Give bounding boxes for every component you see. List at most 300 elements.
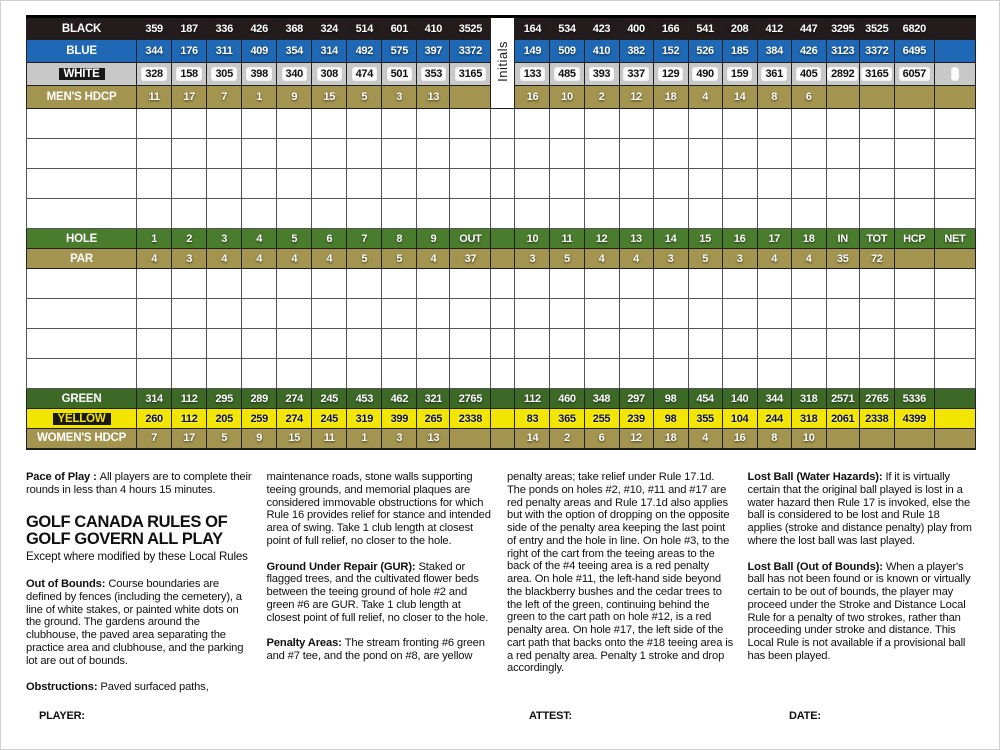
score-entry-cell [550,299,584,329]
score-entry-cell [757,329,791,359]
score-entry-cell [619,269,653,299]
cell-black-h7 [347,17,382,40]
cell-yellow-h13-value: 239 [627,412,645,425]
score-entry-cell [137,199,172,229]
cell-womens-h14-value: 18 [664,432,677,445]
score-entry-tot-cell [859,199,894,229]
score-entry-net-cell [934,109,975,139]
cell-par-h15 [688,249,722,269]
score-entry-name-cell [27,329,137,359]
lost-ball-water-lead: Lost Ball (Water Hazards): [747,471,883,483]
score-entry-net-cell [934,329,975,359]
cell-mens-h7-value: 5 [361,91,368,103]
cell-white-h11 [550,63,584,86]
cell-hole-h14-value: 14 [664,232,677,245]
cell-yellow-h2 [172,409,207,429]
cell-black-h13 [619,17,653,40]
cell-white-h6-value: 308 [318,68,341,80]
cell-par-h16-value: 3 [736,252,743,265]
cell-hole-h7-value: 7 [361,232,368,245]
cell-black-h8-value: 601 [390,22,409,35]
score-entry-cell [515,359,550,389]
cell-blue-h3-value: 311 [215,45,233,57]
cell-yellow-h16 [722,409,757,429]
score-entry-cell [653,329,688,359]
score-entry-out-cell [450,139,491,169]
score-entry-cell [653,359,688,389]
score-entry-net-cell [934,199,975,229]
cell-womens-out [450,429,491,449]
cell-womens-h15 [688,429,722,449]
score-entry-tot-cell [859,359,894,389]
cell-yellow-h15-value: 355 [696,412,714,425]
cell-womens-h10-value: 14 [526,432,539,445]
cell-mens-h16-value: 14 [733,91,746,103]
score-entry-cell [688,299,722,329]
score-entry-out-cell [450,299,491,329]
cell-black-h9-value: 410 [424,22,443,35]
cell-mens-h1-value: 11 [148,91,160,103]
cell-hole-h4-value: 4 [256,232,263,245]
score-entry-hcp-cell [894,269,934,299]
cell-yellow-h12 [584,409,619,429]
cell-par-hcp [894,249,934,269]
cell-green-h16-value: 140 [730,392,749,405]
cell-mens-h4 [242,86,277,109]
cell-black-h2-value: 187 [180,22,198,35]
cell-par-h13-value: 4 [633,252,639,265]
cell-womens-h10 [515,429,550,449]
score-entry-cell [137,329,172,359]
row-label-yellow-value: YELLOW [53,413,111,425]
score-entry-cell [722,139,757,169]
score-entry-tot-cell [859,329,894,359]
cell-white-in [826,63,859,86]
score-entry-cell [382,359,417,389]
cell-yellow-h14 [653,409,688,429]
cell-yellow-out-value: 2338 [458,412,483,425]
cell-yellow-h8-value: 399 [390,412,409,425]
cell-black-h16-value: 208 [730,22,749,35]
pace-of-play-lead: Pace of Play : [26,471,97,483]
score-entry-name-cell [27,109,137,139]
score-entry-cell [277,269,312,299]
cell-white-h4 [242,63,277,86]
lost-ball-oob-paragraph [748,561,977,663]
cell-black-h6-value: 324 [320,22,338,35]
cell-blue-h6-value: 314 [320,45,338,57]
score-entry-cell [312,269,347,299]
cell-par-h10-value: 3 [529,252,536,265]
cell-hole-net [934,229,975,249]
cell-yellow-h6 [312,409,347,429]
score-entry-cell [347,169,382,199]
score-entry-cell [619,199,653,229]
cell-hole-h17-value: 17 [768,232,780,245]
cell-hole-h6-value: 6 [326,232,333,245]
cell-blue-net [934,40,975,63]
cell-womens-h7 [347,429,382,449]
cell-green-net [934,389,975,409]
cell-mens-h4-value: 1 [256,91,263,103]
cell-blue-h15 [688,40,722,63]
cell-hole-h14 [653,229,688,249]
score-entry-tot-cell [859,109,894,139]
cell-blue-in [826,40,859,63]
score-entry-cell [515,329,550,359]
cell-hole-h8 [382,229,417,249]
score-entry-cell [757,269,791,299]
penalty-areas-paragraph [267,637,496,663]
cell-black-tot-value: 3525 [865,22,889,35]
cell-black-h1 [137,17,172,40]
score-entry-cell [653,199,688,229]
cell-white-h14-value: 129 [659,68,682,80]
score-entry-cell [722,109,757,139]
cell-hole-in-value: IN [837,232,848,245]
score-entry-cell [242,269,277,299]
initials-entry-cell [491,109,515,139]
score-entry-cell [382,169,417,199]
rules-column-1 [26,471,255,706]
cell-blue-h8 [382,40,417,63]
score-entry-cell [791,169,826,199]
cell-blue-h1-value: 344 [145,45,163,57]
cell-hole-h11 [550,229,584,249]
cell-green-h1-value: 314 [145,392,163,405]
score-entry-net-cell [934,359,975,389]
score-entry-cell [550,139,584,169]
cell-white-h14 [653,63,688,86]
cell-green-h12 [584,389,619,409]
cell-green-h10 [515,389,550,409]
score-entry-cell [347,269,382,299]
cell-white-h10 [515,63,550,86]
cell-green-in-value: 2571 [831,392,855,405]
cell-green-h2 [172,389,207,409]
cell-white-h3 [207,63,242,86]
score-entry-cell [242,329,277,359]
cell-green-h11 [550,389,584,409]
score-entry-cell [757,359,791,389]
score-entry-cell [277,359,312,389]
penalty-cont-text: penalty areas; take relief under Rule 17.1d. The ponds on holes #2, #10, #11 and #17 are red penalty areas and Rule 17.1d also applies but with the option of dropping on the opposite side of the penalty area keeping the last point of entry and the hole in line. On hole #3, to the right of the cart from the teeing areas to the back of the #4 teeing area is a red penalty area. On hole #11, the left-hand side beyond the blackberry bushes and the cedar trees to the left of the green, continuing behind the green to the cart path on hole #12, is a red penalty area. On hole #17, the left side of the cart path that backs onto the #18 teeing area is a red penalty area. Penalty 1 stroke and drop accordingly. [507,471,734,675]
obstructions-text: Paved surfaced paths, [100,680,209,693]
cell-black-h10-value: 164 [523,22,542,35]
cell-black-h4 [242,17,277,40]
cell-yellow-h9 [417,409,450,429]
cell-green-h5 [277,389,312,409]
score-entry-out-cell [450,269,491,299]
cell-womens-h14 [653,429,688,449]
score-entry-cell [347,109,382,139]
row-label-par [27,249,137,269]
score-entry-cell [722,199,757,229]
cell-yellow-h13 [619,409,653,429]
cell-mens-hcp [894,86,934,109]
score-entry-cell [757,199,791,229]
cell-par-h2 [172,249,207,269]
cell-mens-h9-value: 13 [427,91,440,103]
cell-yellow-h10-value: 83 [526,412,539,425]
cell-womens-net [934,429,975,449]
cell-par-h3-value: 4 [221,252,228,265]
cell-green-h8-value: 462 [390,392,409,405]
score-entry-hcp-cell [894,109,934,139]
cell-white-h10-value: 133 [521,68,544,80]
cell-par-h12-value: 4 [598,252,605,265]
score-entry-cell [172,109,207,139]
score-entry-row [27,169,976,199]
cell-par-h8 [382,249,417,269]
cell-green-h6 [312,389,347,409]
cell-mens-h13-value: 12 [630,91,642,103]
penalty-areas-lead: Penalty Areas: [266,637,342,650]
cell-womens-h3-value: 5 [221,432,228,445]
cell-white-out-value: 3165 [456,68,485,80]
score-entry-cell [417,109,450,139]
pace-of-play-paragraph [26,471,255,497]
score-entry-cell [207,169,242,199]
cell-mens-h5-value: 9 [291,91,298,103]
cell-hole-h2 [172,229,207,249]
score-entry-cell [584,169,619,199]
score-entry-cell [550,359,584,389]
cell-white-h3-value: 305 [212,68,235,80]
cell-hole-h11-value: 11 [561,232,573,245]
cell-par-h9-value: 4 [430,252,437,265]
penalty-areas-text: The stream fronting #6 green and #7 tee, and the pond on #8, are yellow [266,637,485,663]
score-entry-cell [791,139,826,169]
cell-par-h11-value: 5 [564,252,570,265]
cell-womens-h8 [382,429,417,449]
cell-green-h16 [722,389,757,409]
cell-yellow-h9-value: 265 [424,412,443,425]
initials-entry-cell [491,269,515,299]
score-entry-row [27,109,976,139]
cell-green-h11-value: 460 [558,392,576,405]
rules-column-3 [507,471,736,706]
cell-black-h10 [515,17,550,40]
cell-white-tot-value: 3165 [862,68,891,80]
cell-par-h1 [137,249,172,269]
cell-hole-h10 [515,229,550,249]
cell-par-h14 [653,249,688,269]
cell-mens-h16 [722,86,757,109]
score-entry-cell [515,139,550,169]
score-entry-hcp-cell [894,199,934,229]
score-entry-cell [417,299,450,329]
initials-entry-cell [491,359,515,389]
cell-womens-h8-value: 3 [396,432,403,445]
cell-green-tot-value: 2765 [865,392,889,405]
cell-green-h1 [137,389,172,409]
score-entry-cell [515,169,550,199]
score-entry-cell [242,199,277,229]
cell-yellow-tot-value: 2338 [865,412,889,425]
cell-black-net [934,17,975,40]
cell-black-h12-value: 423 [592,22,611,35]
cell-hole-h4 [242,229,277,249]
cell-womens-h12 [584,429,619,449]
cell-black-h17-value: 412 [765,22,783,35]
cell-black-h1-value: 359 [145,22,163,35]
out-of-bounds-text: Course boundaries are defined by fences (including the cemetery), a line of white stakes, or painted white dots on the ground. The gardens around the clubhouse, the paved area separating the practice area and clubhouse, and the parking lot are out of bounds. [26,578,244,667]
cell-white-hcp [894,63,934,86]
cell-par-h7 [347,249,382,269]
score-entry-cell [137,359,172,389]
row-label-green-value: GREEN [61,392,102,405]
initials-spacer-cell [491,249,515,269]
score-entry-cell [550,199,584,229]
rules-column-2 [267,471,496,706]
score-entry-cell [347,139,382,169]
cell-yellow-h18 [791,409,826,429]
score-entry-row [27,269,976,299]
score-entry-cell [137,169,172,199]
cell-par-tot-value: 72 [870,252,883,265]
cell-white-h7-value: 474 [353,68,376,80]
score-entry-cell [382,269,417,299]
cell-yellow-h17 [757,409,791,429]
score-entry-in-cell [826,359,859,389]
cell-par-net [934,249,975,269]
score-entry-cell [277,169,312,199]
cell-mens-h15-value: 4 [702,91,709,103]
score-entry-cell [688,359,722,389]
score-entry-cell [172,199,207,229]
cell-green-h13 [619,389,653,409]
initials-column [491,17,515,109]
score-entry-in-cell [826,199,859,229]
score-entry-cell [619,329,653,359]
cell-hole-out-value: OUT [459,232,482,245]
cell-hole-h13 [619,229,653,249]
score-entry-cell [584,139,619,169]
score-entry-cell [417,329,450,359]
score-entry-net-cell [934,169,975,199]
penalty-areas-continued-paragraph [507,471,736,675]
score-entry-cell [312,359,347,389]
row-yellow [27,409,976,429]
cell-green-h5-value: 274 [285,392,303,405]
cell-green-h6-value: 245 [320,392,338,405]
cell-par-tot [859,249,894,269]
cell-mens-h6 [312,86,347,109]
initials-spacer-cell [491,389,515,409]
cell-yellow-h14-value: 98 [664,412,677,425]
score-entry-cell [584,199,619,229]
score-entry-name-cell [27,199,137,229]
score-entry-net-cell [934,269,975,299]
lost-ball-oob-lead: Lost Ball (Out of Bounds): [747,560,883,573]
score-entry-out-cell [450,109,491,139]
cell-hole-h2-value: 2 [186,232,193,245]
cell-black-tot [859,17,894,40]
score-entry-cell [207,269,242,299]
cell-green-h10-value: 112 [524,392,541,405]
cell-mens-h11 [550,86,584,109]
cell-green-h13-value: 297 [627,392,645,405]
cell-womens-h4 [242,429,277,449]
cell-par-h17 [757,249,791,269]
cell-green-h15 [688,389,722,409]
cell-hole-h3 [207,229,242,249]
score-entry-cell [312,329,347,359]
cell-womens-h12-value: 6 [598,432,605,445]
score-entry-cell [242,359,277,389]
cell-black-h6 [312,17,347,40]
cell-womens-h2-value: 17 [183,432,195,445]
score-entry-cell [277,199,312,229]
cell-womens-h17-value: 8 [771,432,778,445]
score-entry-cell [137,139,172,169]
score-entry-cell [172,299,207,329]
initials-entry-cell [491,139,515,169]
cell-white-h2 [172,63,207,86]
score-entry-cell [417,139,450,169]
cell-green-h7 [347,389,382,409]
score-entry-cell [515,269,550,299]
score-entry-cell [688,329,722,359]
pace-of-play-text: All players are to complete their rounds in less than 4 hours 15 minutes. [26,471,252,496]
cell-yellow-h15 [688,409,722,429]
score-entry-name-cell [27,269,137,299]
cell-hole-out [450,229,491,249]
cell-par-h6 [312,249,347,269]
score-entry-cell [207,109,242,139]
cell-blue-h5-value: 354 [285,45,303,57]
score-entry-in-cell [826,169,859,199]
cell-blue-out [450,40,491,63]
cell-par-h3 [207,249,242,269]
cell-black-h15-value: 541 [696,22,714,35]
cell-par-h2-value: 3 [186,252,193,265]
cell-mens-h7 [347,86,382,109]
cell-hole-h12 [584,229,619,249]
row-label-par-value: PAR [70,252,93,265]
score-entry-cell [722,299,757,329]
score-entry-cell [417,359,450,389]
cell-blue-h9-value: 397 [424,45,443,57]
score-entry-row [27,199,976,229]
cell-womens-h1 [137,429,172,449]
cell-black-h2 [172,17,207,40]
score-entry-cell [722,359,757,389]
cell-yellow-h16-value: 104 [730,412,749,425]
score-entry-cell [550,269,584,299]
cell-green-h7-value: 453 [355,392,374,405]
cell-yellow-h5 [277,409,312,429]
cell-yellow-in [826,409,859,429]
score-entry-net-cell [934,299,975,329]
cell-par-in [826,249,859,269]
cell-yellow-h11 [550,409,584,429]
score-entry-cell [791,299,826,329]
score-entry-cell [312,199,347,229]
cell-blue-tot [859,40,894,63]
cell-mens-h6-value: 15 [323,91,336,103]
score-entry-cell [382,139,417,169]
score-entry-cell [137,109,172,139]
lost-ball-oob-text: When a player's ball has not been found or is known or virtually certain to be out of bounds, the player may proceed under the Stroke and Distance Local Rule for a penalty of two strokes, rather than proceeding under stroke and distance. This Local Rule is not available if a provisional ball has been played. [747,560,971,662]
out-of-bounds-lead: Out of Bounds: [26,578,106,591]
score-entry-row [27,299,976,329]
cell-green-h14-value: 98 [664,392,677,405]
cell-blue-h6 [312,40,347,63]
score-entry-cell [347,329,382,359]
cell-mens-h18-value: 6 [805,91,812,103]
